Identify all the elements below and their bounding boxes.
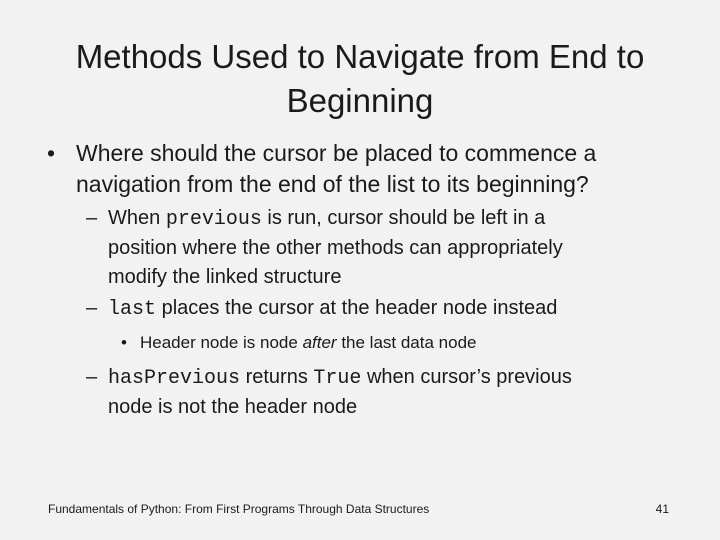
sub-bullet-3-text-post: when cursor’s previous: [361, 366, 572, 388]
sub-sub-bullet-text-post: the last data node: [336, 333, 477, 352]
code-true: True: [313, 367, 362, 390]
sub-bullet-3-text-mid: returns: [240, 366, 314, 388]
emphasis-after: after: [302, 333, 337, 352]
sub-bullet-1-line-2: position where the other methods can appropriately: [108, 237, 563, 259]
bullet-marker: •: [47, 140, 56, 166]
sub-bullet-1-text-pre: When: [108, 207, 166, 229]
bullet-1-line-2: navigation from the end of the list to its beginning?: [76, 171, 589, 197]
dash-marker: –: [86, 207, 98, 229]
code-hasprevious: hasPrevious: [108, 367, 241, 390]
sub-sub-bullet-text-pre: Header node is node: [140, 333, 303, 352]
slide-title-line-2: Beginning: [286, 82, 434, 119]
code-previous: previous: [165, 208, 262, 231]
slide-title: [20, 35, 700, 123]
bullet-1-line-1: Where should the cursor be placed to commence a: [76, 140, 597, 166]
slide-title-line-1: Methods Used to Navigate from End to: [75, 38, 645, 75]
sub-bullet-3-line-2: node is not the header node: [108, 396, 358, 418]
sub-bullet-2-line-1: [108, 293, 557, 325]
page-number: 41: [655, 502, 669, 516]
sub-bullet-3-line-1: [108, 362, 572, 394]
sub-bullet-1-line-1: [108, 203, 545, 235]
sub-bullet-1-text-post: is run, cursor should be left in a: [261, 207, 546, 229]
sub-bullet-2-text: places the cursor at the header node instead: [156, 297, 558, 319]
sub-sub-bullet-1: [140, 331, 476, 355]
footer-title: Fundamentals of Python: From First Programs Through Data Structures: [48, 502, 430, 516]
bullet-marker: •: [121, 333, 127, 352]
dash-marker: –: [86, 366, 98, 388]
code-last: last: [108, 298, 157, 321]
sub-bullet-1-line-3: modify the linked structure: [108, 266, 342, 288]
dash-marker: –: [86, 297, 98, 319]
